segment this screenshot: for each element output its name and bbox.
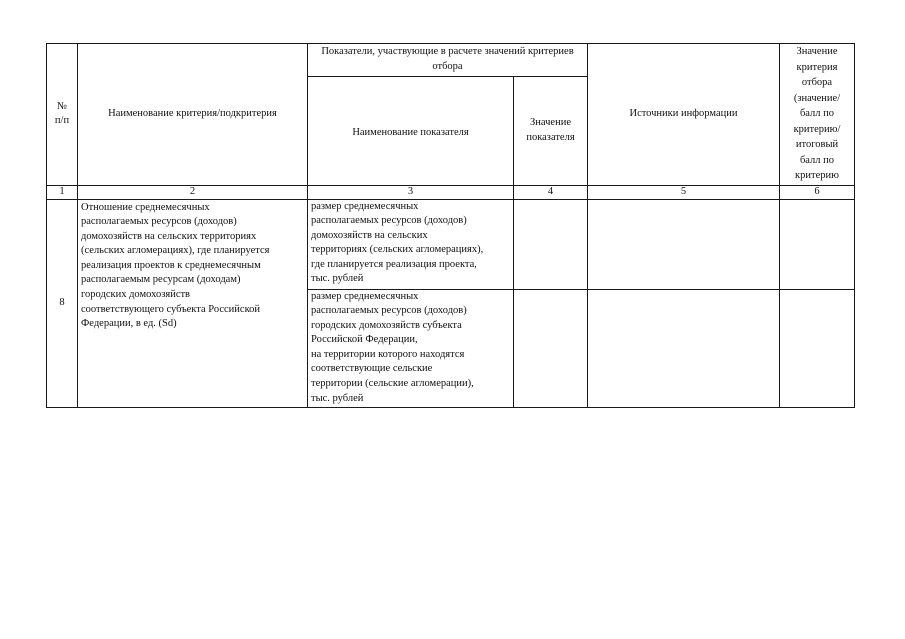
criterion-description: Отношение среднемесячных располагаемых ресурсов (доходов) домохозяйств на сельских территориях (сельских агломерациях), где планируется реализация проектов к среднемесячным располагаемым ресурсам (доходам) городских домохозяйств соответствующего субъекта Российской Федерации, в ед. (Sd) xyxy=(78,199,308,407)
source-cell xyxy=(588,199,780,289)
indicator-name: размер среднемесячных располагаемых ресурсов (доходов) домохозяйств на сельских территориях (сельских агломерациях), где планируется реализация проекта, тыс. рублей xyxy=(308,199,514,289)
indicator-value-cell xyxy=(514,289,588,407)
column-number: 6 xyxy=(780,185,855,199)
indicator-value-cell xyxy=(514,199,588,289)
criterion-value-cell xyxy=(780,289,855,407)
header-criterion-name: Наименование критерия/подкритерия xyxy=(78,44,308,186)
table-header-row xyxy=(47,44,855,77)
header-indicator-name: Наименование показателя xyxy=(308,76,514,185)
row-number: 8 xyxy=(47,199,78,407)
column-number: 2 xyxy=(78,185,308,199)
column-numbers-row xyxy=(47,185,855,199)
header-indicator-value: Значение показателя xyxy=(514,76,588,185)
column-number: 3 xyxy=(308,185,514,199)
header-number: № п/п xyxy=(47,44,78,186)
table-row xyxy=(47,199,855,289)
column-number: 4 xyxy=(514,185,588,199)
criterion-value-cell xyxy=(780,199,855,289)
header-indicators-group: Показатели, участвующие в расчете значений критериев отбора xyxy=(308,44,588,77)
column-number: 1 xyxy=(47,185,78,199)
column-number: 5 xyxy=(588,185,780,199)
source-cell xyxy=(588,289,780,407)
header-criterion-value: Значение критерия отбора (значение/ балл по критерию/ итоговый балл по критерию xyxy=(780,44,855,186)
criteria-table xyxy=(46,43,855,408)
header-sources: Источники информации xyxy=(588,44,780,186)
indicator-name: размер среднемесячных располагаемых ресурсов (доходов) городских домохозяйств субъекта Российской Федерации, на территории которого находятся соответствующие сельские территории (сельские агломерации), тыс. рублей xyxy=(308,289,514,407)
